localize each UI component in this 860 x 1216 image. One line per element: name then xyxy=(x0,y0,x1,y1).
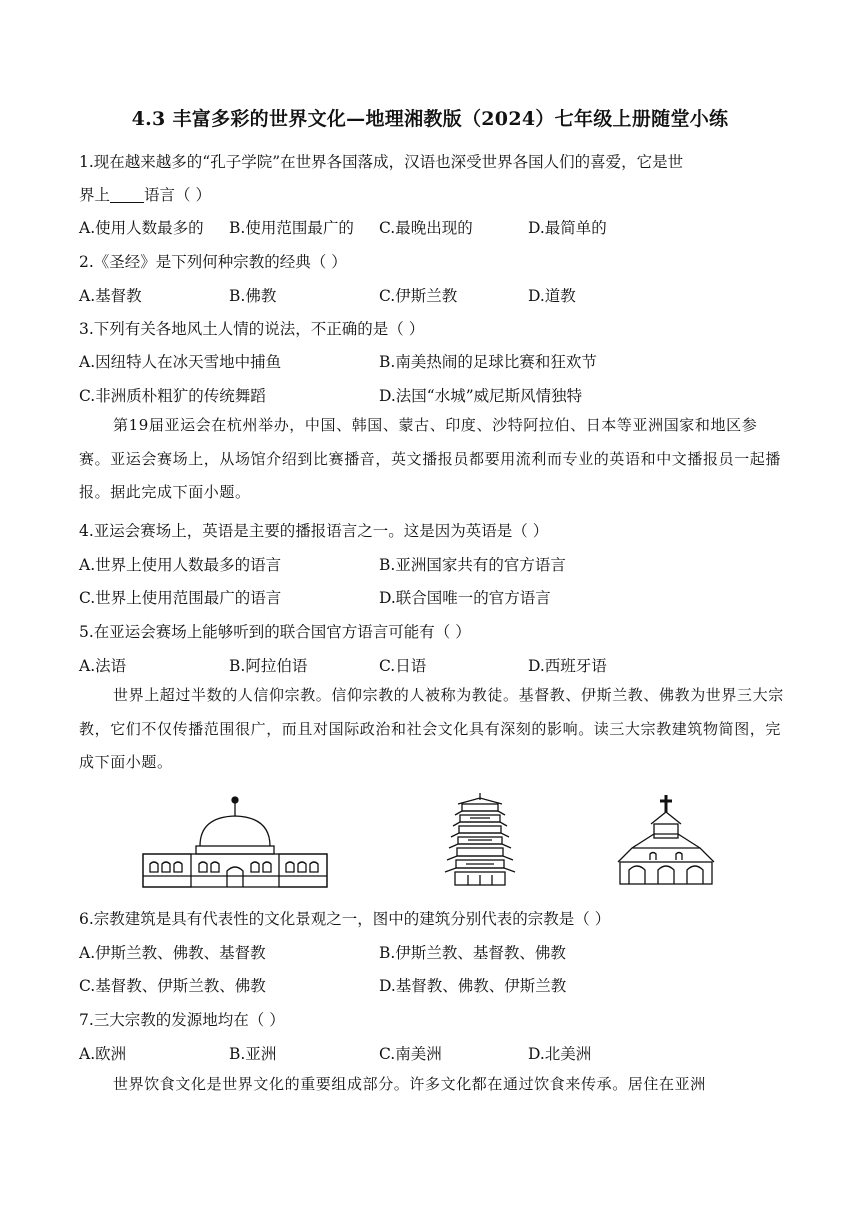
q2-option-c: C.伊斯兰教 xyxy=(379,287,458,305)
q3-option-b: B.南美热闹的足球比赛和狂欢节 xyxy=(379,353,597,371)
q7-option-b: B.亚洲 xyxy=(229,1045,277,1063)
q6-stem: 6.宗教建筑是具有代表性的文化景观之一，图中的建筑分别代表的宗教是（ ） xyxy=(79,910,611,928)
reading-passage-food-culture: 世界饮食文化是世界文化的重要组成部分。许多文化都在通过饮食来传承。居住在亚洲 xyxy=(113,1075,706,1093)
q3-option-c: C.非洲质朴粗犷的传统舞蹈 xyxy=(79,387,266,405)
q5-option-c: C.日语 xyxy=(379,657,427,675)
q1-stem-line2 xyxy=(79,183,211,205)
q4-option-d: D.联合国唯一的官方语言 xyxy=(379,589,551,607)
q6-option-d: D.基督教、佛教、伊斯兰教 xyxy=(379,977,567,995)
q1-stem-post: 语言（ ） xyxy=(144,186,211,204)
q6-option-c: C.基督教、伊斯兰教、佛教 xyxy=(79,977,266,995)
q2-option-d: D.道教 xyxy=(528,287,576,305)
q5-stem: 5.在亚运会赛场上能够听到的联合国官方语言可能有（ ） xyxy=(79,623,471,641)
q2-option-b: B.佛教 xyxy=(229,287,277,305)
q5-option-d: D.西班牙语 xyxy=(528,657,607,675)
mosque-drawing xyxy=(143,797,327,887)
q4-option-c: C.世界上使用范围最广的语言 xyxy=(79,589,282,607)
q1-option-a: A.使用人数最多的 xyxy=(79,219,204,237)
q7-option-a: A.欧洲 xyxy=(79,1045,127,1063)
q4-stem: 4.亚运会赛场上，英语是主要的播报语言之一。这是因为英语是（ ） xyxy=(79,522,549,540)
q1-stem-pre: 界上 xyxy=(79,186,111,204)
q2-stem: 2.《圣经》是下列何种宗教的经典（ ） xyxy=(79,253,347,271)
q6-option-a: A.伊斯兰教、佛教、基督教 xyxy=(79,944,266,962)
reading-passage-asian-games: 第19届亚运会在杭州举办，中国、韩国、蒙古、印度、沙特阿拉伯、日本等亚洲国家和地区参赛。亚运会赛场上，从场馆介绍到比赛播音，英文播报员都要用流利而专业的英语和中文播报员一起播报。据此完成下面小题。 xyxy=(79,416,782,501)
q1-stem-line1: 1.现在越来越多的“孔子学院”在世界各国落成，汉语也深受世界各国人们的喜爱，它是世 xyxy=(79,153,684,171)
church-drawing xyxy=(618,795,714,884)
q5-option-a: A.法语 xyxy=(79,657,127,675)
religious-buildings-figure xyxy=(0,790,860,895)
q4-option-b: B.亚洲国家共有的官方语言 xyxy=(379,556,566,574)
reading-passage-religions: 世界上超过半数的人信仰宗教。信仰宗教的人被称为教徒。基督教、伊斯兰教、佛教为世界三大宗教，它们不仅传播范围很广，而且对国际政治和社会文化具有深刻的影响。读三大宗教建筑物简图，完成下面小题。 xyxy=(79,686,784,771)
page-title: 4.3 丰富多彩的世界文化—地理湘教版（2024）七年级上册随堂小练 xyxy=(131,108,729,130)
pagoda-drawing xyxy=(445,793,515,885)
q4-option-a: A.世界上使用人数最多的语言 xyxy=(79,556,282,574)
q5-option-b: B.阿拉伯语 xyxy=(229,657,308,675)
q6-option-b: B.伊斯兰教、基督教、佛教 xyxy=(379,944,566,962)
q3-stem: 3.下列有关各地风土人情的说法，不正确的是（ ） xyxy=(79,320,425,338)
q7-option-c: C.南美洲 xyxy=(379,1045,442,1063)
q1-option-c: C.最晚出现的 xyxy=(379,219,473,237)
q7-option-d: D.北美洲 xyxy=(528,1045,592,1063)
q2-option-a: A.基督教 xyxy=(79,287,142,305)
q1-option-b: B.使用范围最广的 xyxy=(229,219,354,237)
q3-option-d: D.法国“水城”威尼斯风情独特 xyxy=(379,387,583,405)
q3-option-a: A.因纽特人在冰天雪地中捕鱼 xyxy=(79,353,282,371)
q1-option-d: D.最简单的 xyxy=(528,219,607,237)
q1-answer-blank xyxy=(110,186,144,203)
q7-stem: 7.三大宗教的发源地均在（ ） xyxy=(79,1011,285,1029)
